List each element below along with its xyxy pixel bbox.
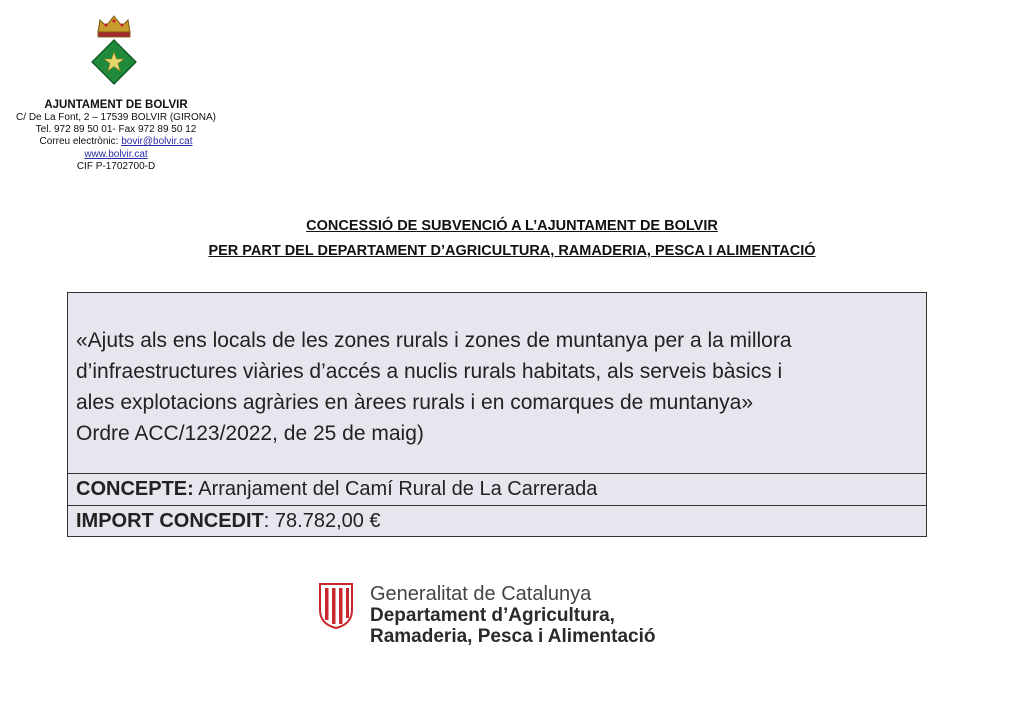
concept-row	[68, 473, 926, 506]
generalitat-logo-icon	[316, 580, 356, 630]
letterhead	[0, 98, 232, 173]
org-name: AJUNTAMENT DE BOLVIR	[44, 99, 188, 111]
phone-fax: Tel. 972 89 50 01- Fax 972 89 50 12	[35, 124, 197, 136]
email-link[interactable]: bovir@bolvir.cat	[121, 136, 193, 148]
email-line	[0, 136, 232, 148]
website-link[interactable]: www.bolvir.cat	[84, 148, 148, 160]
cif: CIF P-1702700-D	[76, 160, 156, 172]
quote-line-3: ales explotacions agràries en àrees rurals i en comarques de muntanya»	[76, 391, 754, 414]
quote-line-2: d’infraestructures viàries d’accés a nuclis rurals habitats, als serveis bàsics i	[76, 360, 783, 383]
title-line-2: PER PART DEL DEPARTAMENT D’AGRICULTURA, RAMADERIA, PESCA I ALIMENTACIÓ	[208, 243, 816, 259]
footer-institution	[370, 584, 655, 647]
email-label: Correu electrònic:	[39, 136, 122, 148]
dept-line-1: Departament d’Agricultura,	[370, 605, 615, 626]
concept-label: CONCEPTE:	[76, 478, 194, 500]
dept-line-2: Ramaderia, Pesca i Alimentació	[370, 626, 656, 647]
gov-name: Generalitat de Catalunya	[370, 583, 592, 605]
quote-line-4: Ordre ACC/123/2022, de 25 de maig)	[76, 422, 424, 445]
municipal-crest-icon	[86, 10, 142, 90]
concept-value: Arranjament del Camí Rural de La Carrerada	[193, 478, 598, 500]
amount-value: : 78.782,00 €	[263, 510, 381, 532]
quote-line-1: «Ajuts als ens locals de les zones rurals i zones de muntanya per a la millora	[76, 329, 792, 352]
document-title	[0, 214, 1024, 264]
grant-description	[76, 325, 916, 449]
grant-box	[67, 292, 927, 537]
amount-label: IMPORT CONCEDIT	[76, 510, 264, 532]
title-line-1: CONCESSIÓ DE SUBVENCIÓ A L’AJUNTAMENT DE BOLVIR	[306, 218, 718, 234]
amount-row	[68, 505, 926, 538]
address: C/ De La Font, 2 – 17539 BOLVIR (GIRONA)	[16, 112, 216, 123]
